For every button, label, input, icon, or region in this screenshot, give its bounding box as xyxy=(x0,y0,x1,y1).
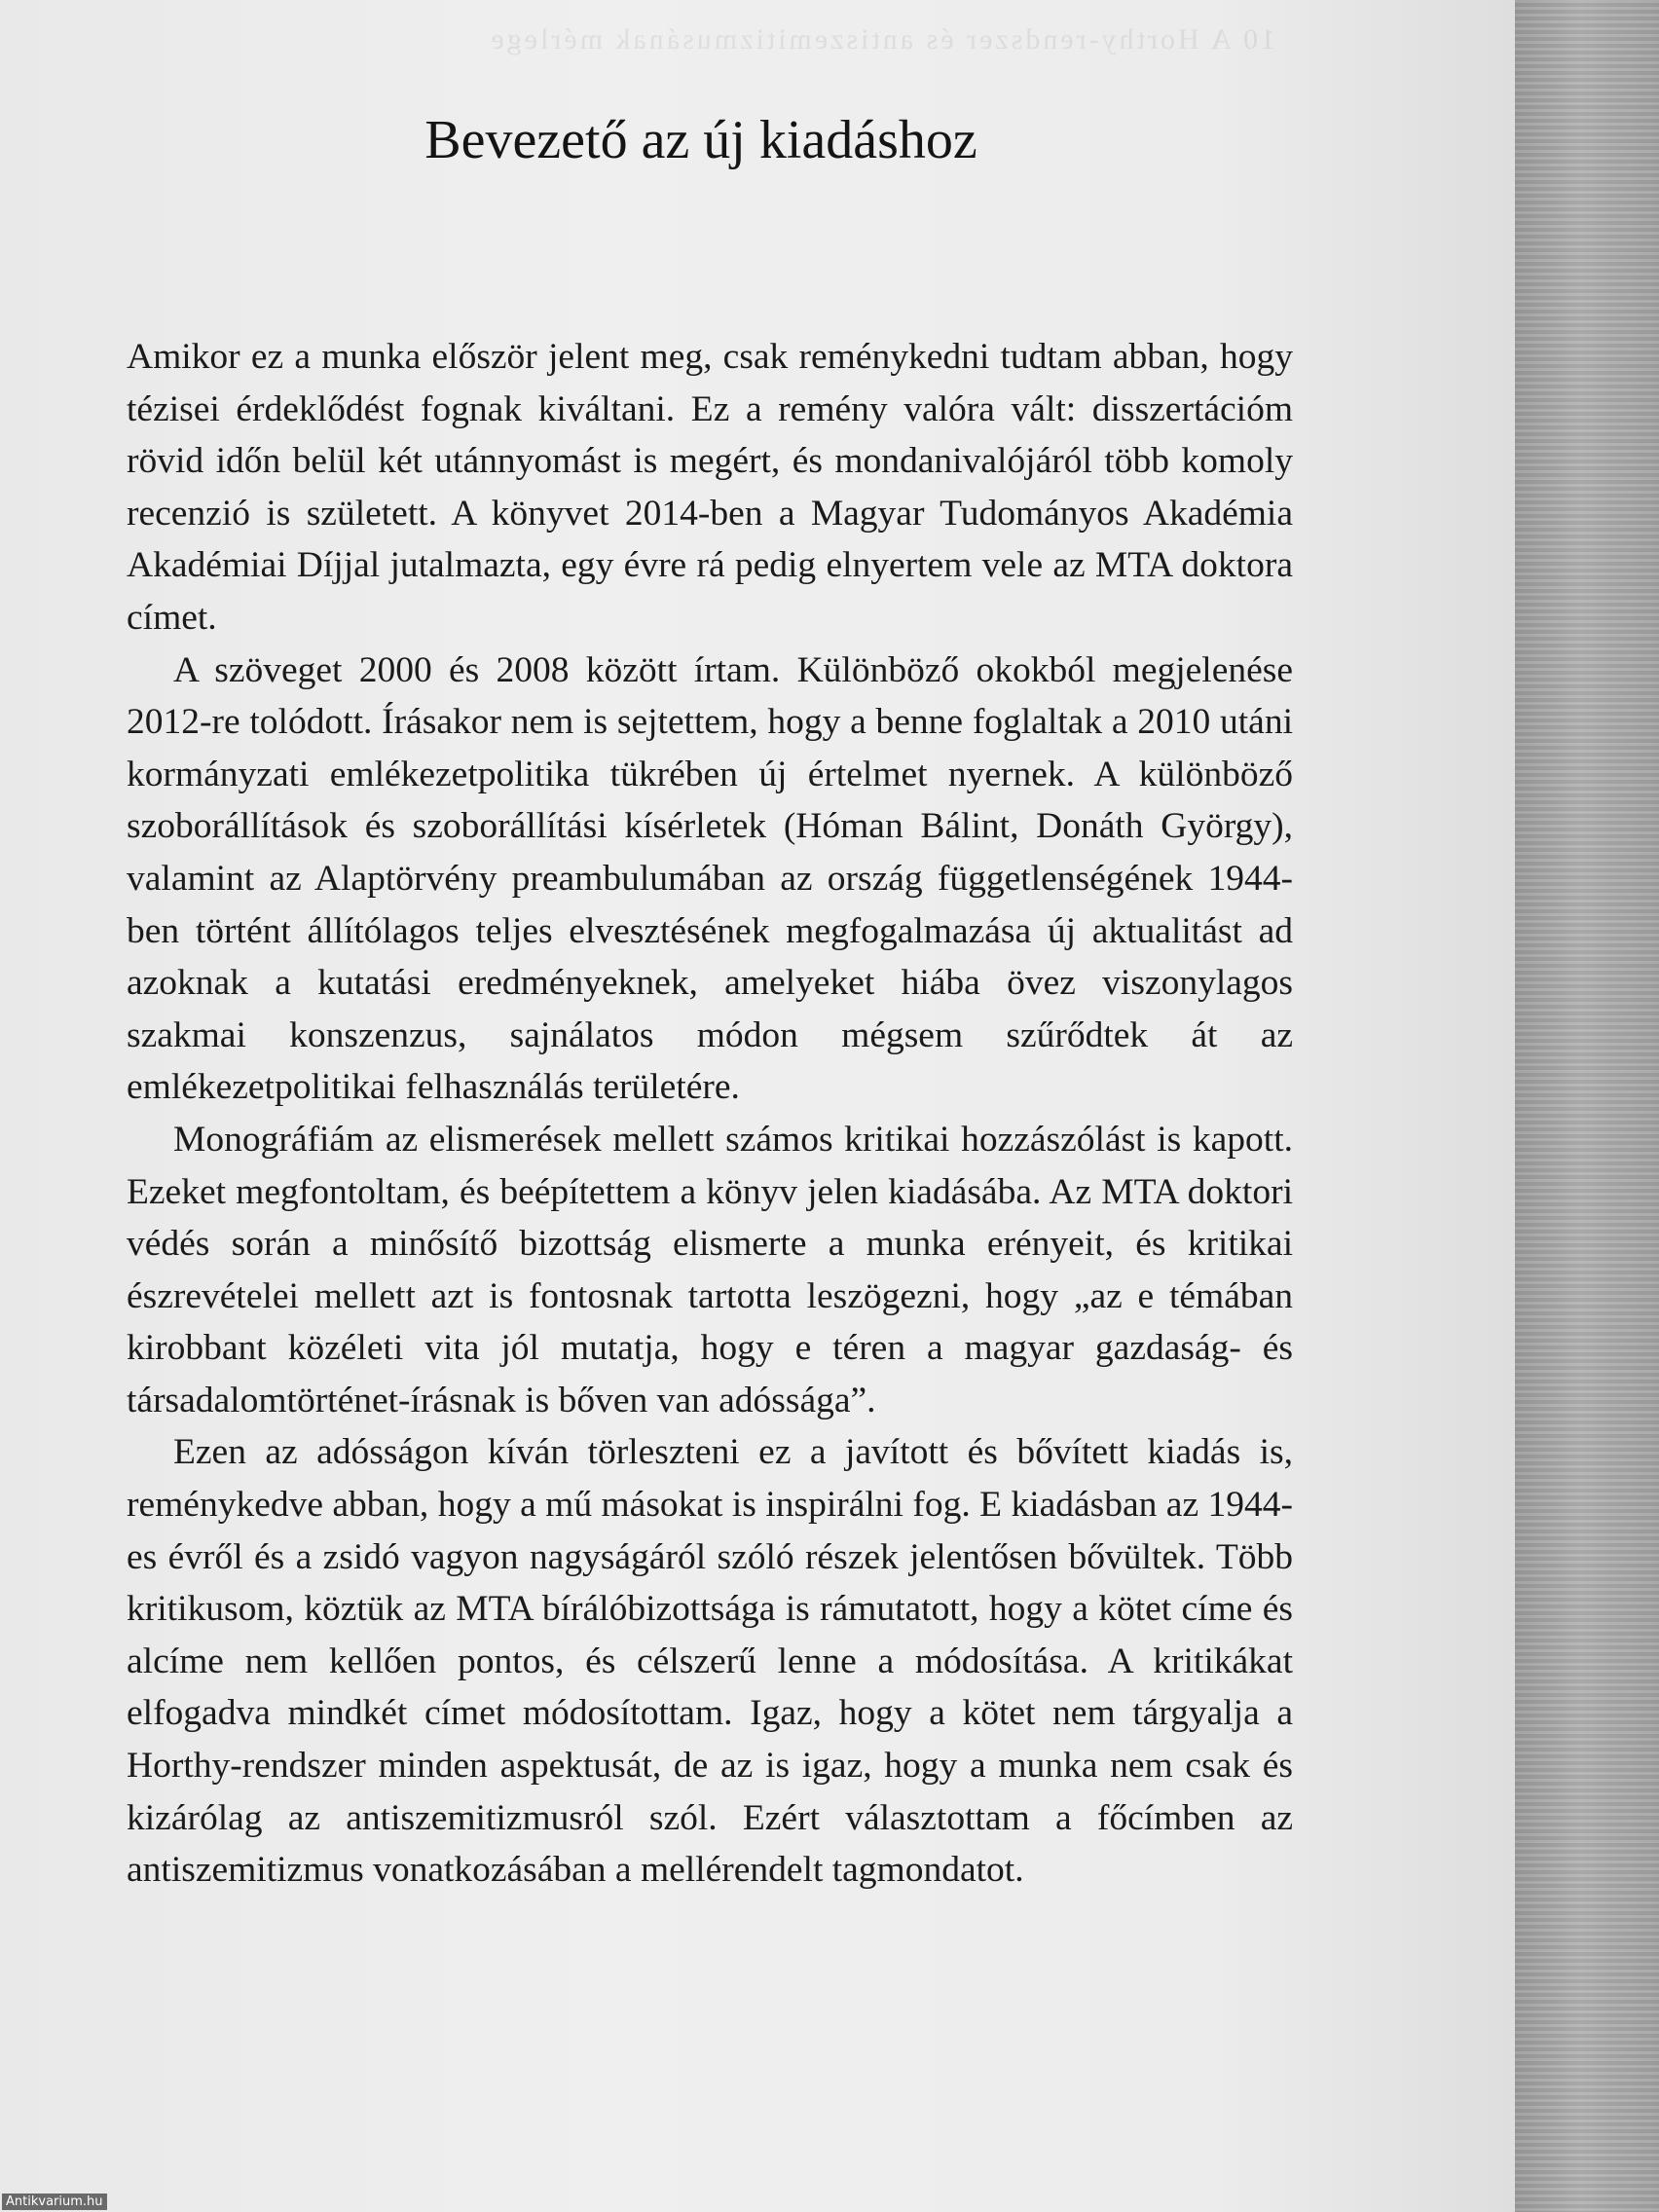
watermark: Antikvarium.hu xyxy=(2,2194,107,2210)
bleed-through-header: 10 A Horthy-rendszer és antiszemitizmusának mérlege xyxy=(488,23,1275,55)
page-title: Bevezető az új kiadáshoz xyxy=(424,110,977,170)
body-text xyxy=(127,331,1293,1897)
paragraph-2: A szöveget 2000 és 2008 között írtam. Különböző okokból megjelenése 2012-re tolódott. Írásakor nem is sejtettem, hogy a benne foglaltak a 2010 utáni kormányzati emlékezetpolitika tükrében új értelmet nyernek. A különböző szoborállítások és szoborállítási kísérletek (Hóman Bálint, Donáth György), valamint az Alaptörvény preambulumában az ország függetlenségének 1944-ben történt állítólagos teljes elvesztésének megfogalmazása új aktualitást ad azoknak a kutatási eredményeknek, amelyeket hiába övez viszonylagos szakmai konszenzus, sajnálatos módon mégsem szűrődtek át az emlékezetpolitikai felhasználás területére. xyxy=(127,649,1293,1108)
paragraph-4: Ezen az adósságon kíván törleszteni ez a javított és bővített kiadás is, reménykedve abban, hogy a mű másokat is inspirálni fog. E kiadásban az 1944-es évről és a zsidó vagyon nagyságáról szóló részek jelentősen bővültek. Több kritikusom, köztük az MTA bírálóbizottsága is rámutatott, hogy a kötet címe és alcíme nem kellően pontos, és célszerű lenne a módosítása. A kritikákat elfogadva mindkét címet módosítottam. Igaz, hogy a kötet nem tárgyalja a Horthy-rendszer minden aspektusát, de az is igaz, hogy a munka nem csak és kizárólag az antiszemitizmusról szól. Ezért választottam a főcímben az antiszemitizmus vonatkozásában a mellérendelt tagmondatot. xyxy=(127,1432,1293,1891)
paragraph-1: Amikor ez a munka először jelent meg, csak reménykedni tudtam abban, hogy tézisei érdeklődést fognak kiváltani. Ez a remény valóra vált: disszertációm rövid időn belül két utánnyomást is megért, és mondanivalójáról több komoly recenzió is született. A könyvet 2014-ben a Magyar Tudományos Akadémia Akadémiai Díjjal jutalmazta, egy évre rá pedig elnyertem vele az MTA doktora címet. xyxy=(127,337,1293,638)
adjacent-page-edge xyxy=(1515,0,1659,2212)
paragraph-3: Monográfiám az elismerések mellett számos kritikai hozzászólást is kapott. Ezeket megfontoltam, és beépítettem a könyv jelen kiadásába. Az MTA doktori védés során a minősítő bizottság elismerte a munka erényeit, és kritikai észrevételei mellett azt is fontosnak tartotta leszögezni, hogy „az e témában kirobbant közéleti vita jól mutatja, hogy e téren a magyar gazdaság- és társadalomtörténet-írásnak is bőven van adóssága”. xyxy=(127,1119,1293,1420)
